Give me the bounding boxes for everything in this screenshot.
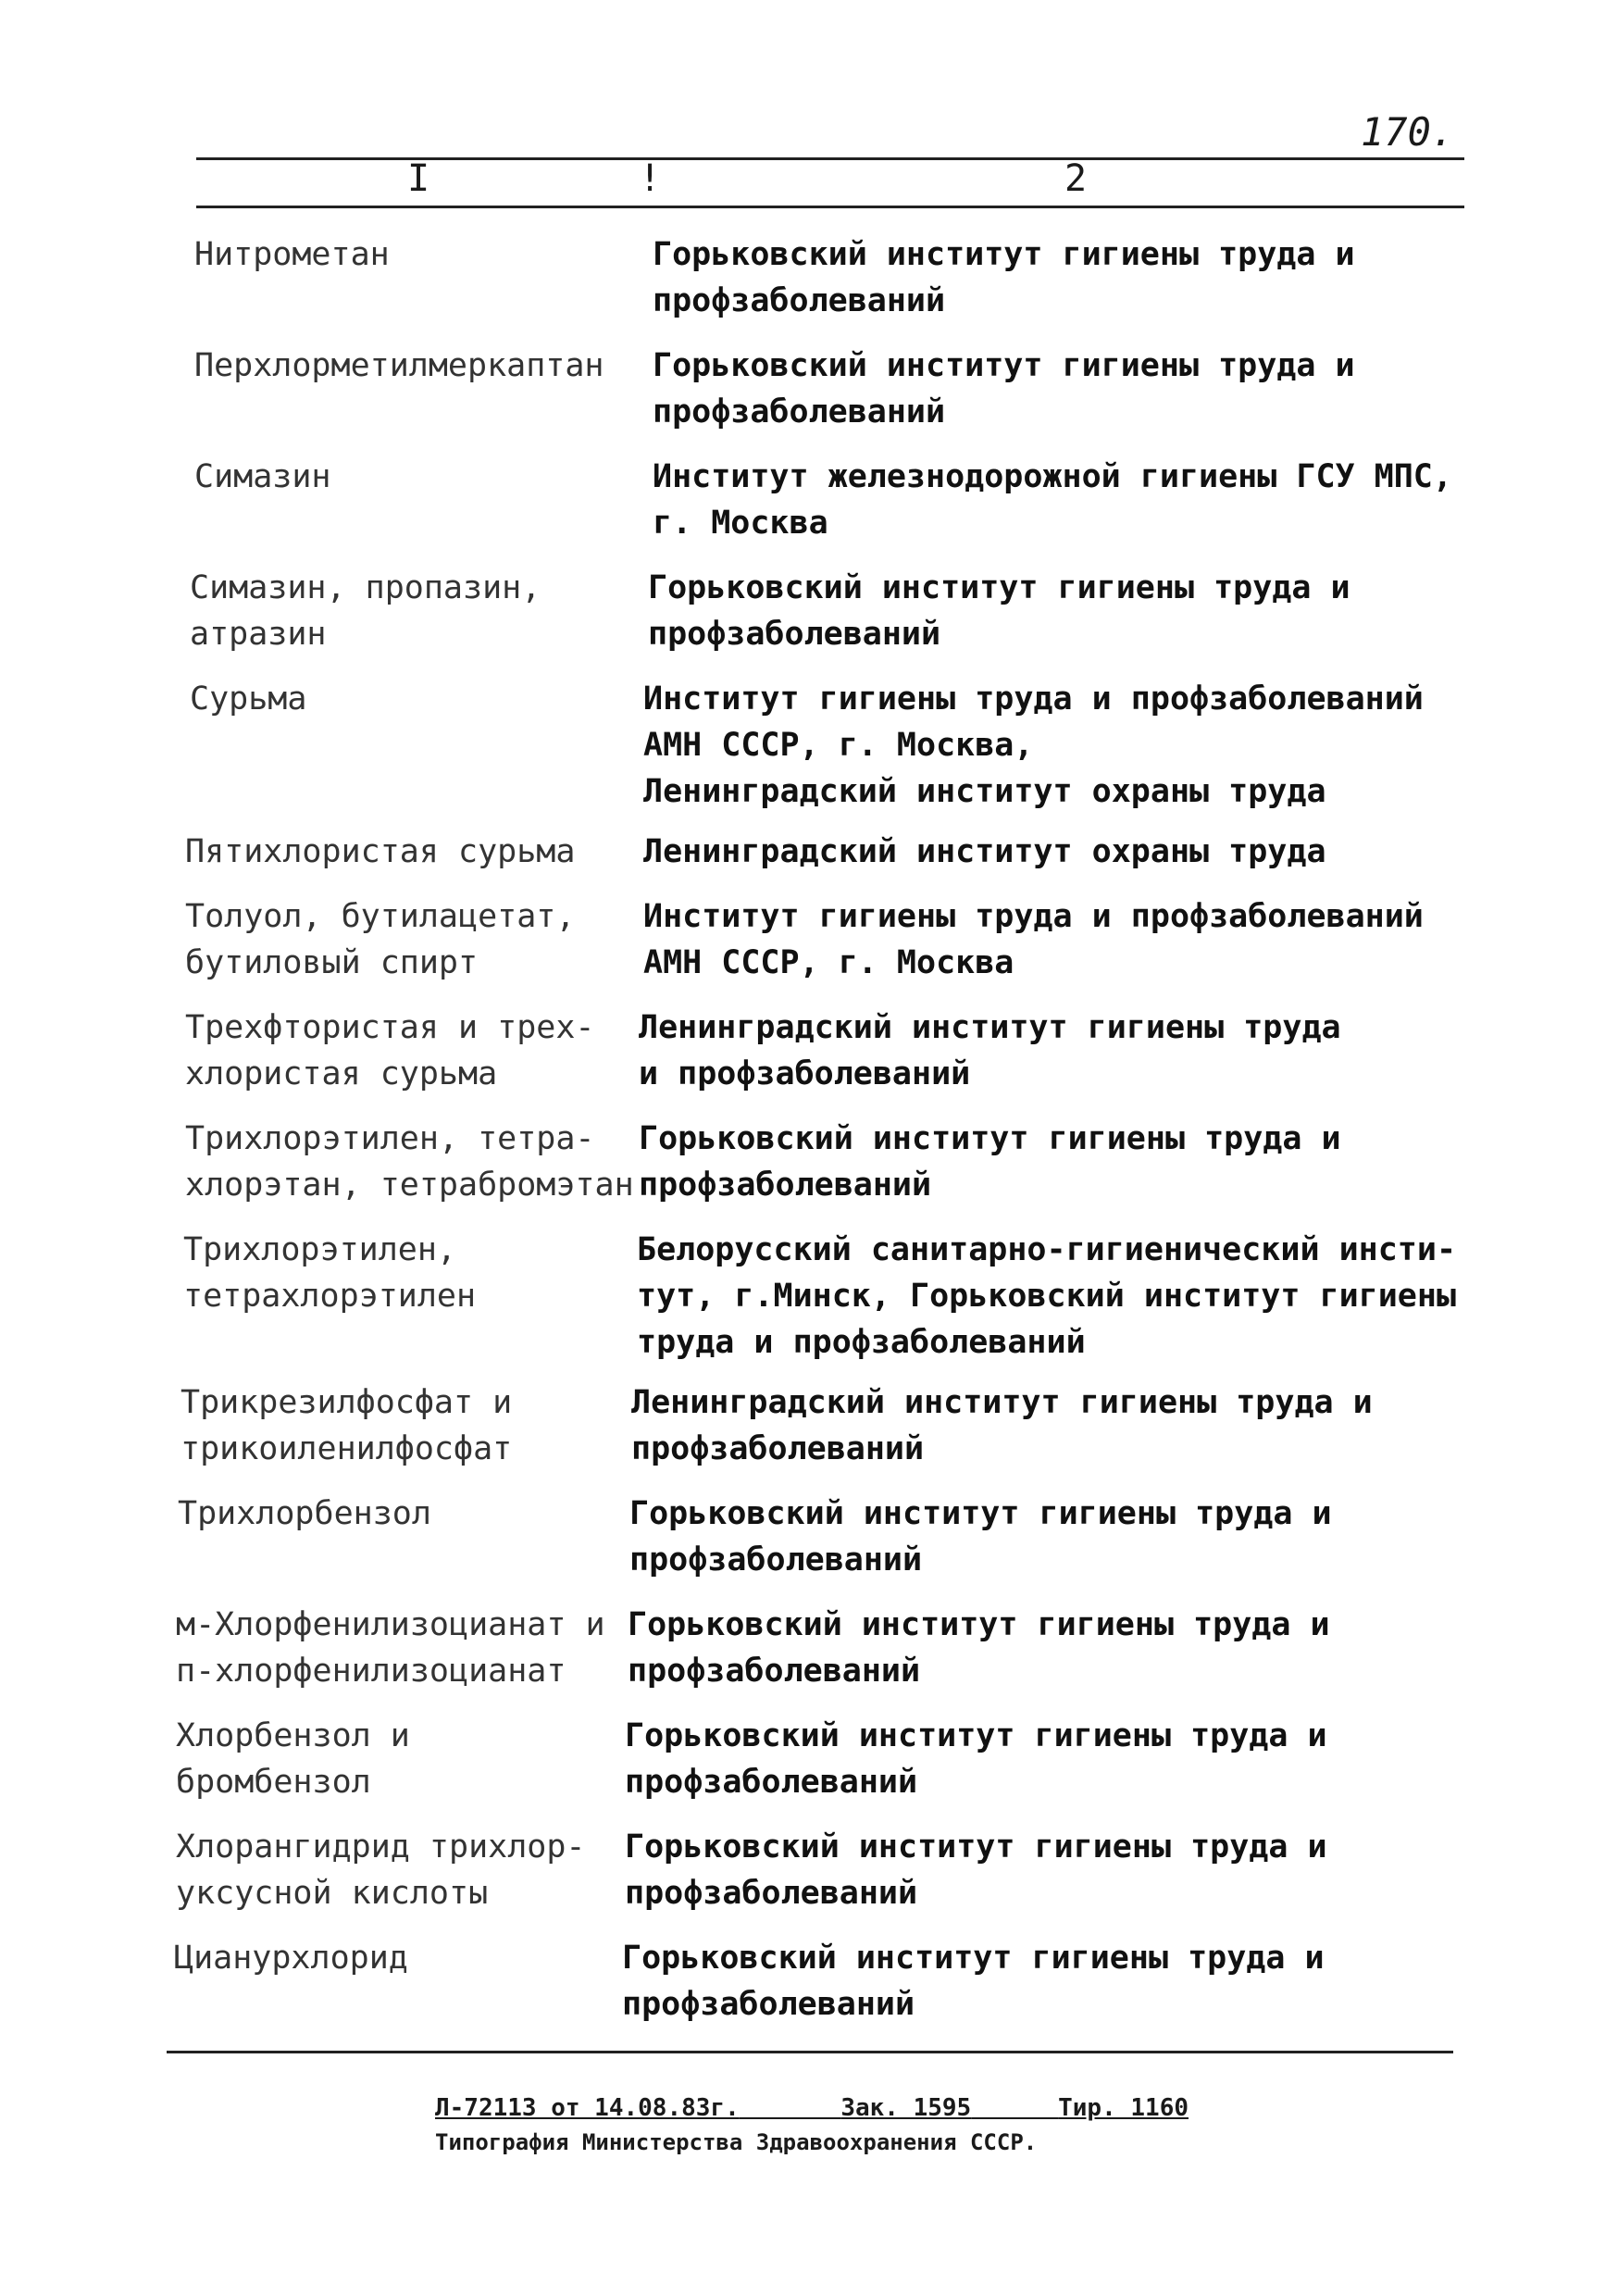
substance-line: Нитрометан (194, 236, 390, 273)
institute-cell (643, 829, 1326, 875)
institute-cell (643, 676, 1424, 815)
institute-line: АМН СССР, г. Москва, (643, 727, 1034, 764)
substance-line: Перхлорметилмеркаптан (194, 347, 604, 384)
institute-cell (637, 1227, 1456, 1366)
substance-line: м-Хлорфенилизоцианат и (176, 1606, 605, 1643)
institute-line: Институт железнодорожной гигиены ГСУ МПС, (653, 458, 1452, 495)
bottom-rule (167, 2051, 1453, 2053)
institute-cell (653, 343, 1355, 435)
order-zak: Зак. 1595 (840, 2094, 972, 2122)
substance-cell (185, 829, 575, 875)
top-rule (196, 157, 1464, 160)
institute-cell (648, 565, 1350, 657)
column-header-2: 2 (1064, 157, 1088, 200)
substance-cell (176, 1713, 410, 1805)
substance-line: Трихлорбензол (178, 1495, 431, 1532)
substance-line: Хлорангидрид трихлор- (176, 1828, 586, 1866)
column-header-1: I (407, 157, 430, 200)
substance-line: Хлорбензол и (176, 1717, 410, 1754)
institute-line: профзаболеваний (629, 1541, 923, 1578)
institute-line: Ленинградский институт охраны труда (643, 833, 1326, 870)
institute-line: Институт гигиены труда и профзаболеваний (643, 898, 1424, 935)
institute-line: Ленинградский институт гигиены труда (639, 1009, 1341, 1046)
institute-line: г. Москва (653, 505, 828, 542)
institute-cell (625, 1824, 1327, 1916)
institute-cell (639, 1116, 1341, 1208)
institute-line: Горьковский институт гигиены труда и (639, 1120, 1341, 1157)
substance-cell (176, 1824, 586, 1916)
substance-line: Цианурхлорид (174, 1940, 408, 1977)
institute-cell (653, 454, 1452, 546)
institute-line: Институт гигиены труда и профзаболеваний (643, 680, 1424, 718)
substance-line: Трихлорэтилен, тетра- (185, 1120, 595, 1157)
substance-line: Симазин (194, 458, 331, 495)
substance-line: трикоиленилфосфат (180, 1430, 513, 1467)
page-number: 170. (1361, 109, 1455, 155)
institute-line: Горьковский институт гигиены труда и (625, 1828, 1327, 1866)
institute-line: Горьковский институт гигиены труда и (653, 236, 1355, 273)
substance-line: атразин (190, 616, 327, 653)
substance-cell (185, 1004, 595, 1097)
institute-line: Горьковский институт гигиены труда и (648, 569, 1350, 606)
institute-line: профзаболеваний (625, 1875, 918, 1912)
substance-cell (185, 1116, 634, 1208)
substance-cell (174, 1935, 408, 1981)
substance-line: п-хлорфенилизоцианат (176, 1653, 566, 1690)
substance-cell (194, 454, 331, 500)
substance-line: Трикрезилфосфат и (180, 1384, 513, 1421)
substance-line: бромбензол (176, 1764, 371, 1801)
substance-cell (180, 1379, 512, 1472)
institute-line: профзаболеваний (628, 1653, 921, 1690)
substance-line: тетрахлорэтилен (183, 1278, 477, 1315)
institute-line: Белорусский санитарно-гигиенический инсти- (637, 1231, 1457, 1268)
substance-line: хлористая сурьма (185, 1055, 498, 1092)
institute-line: профзаболеваний (648, 616, 941, 653)
institute-line: Ленинградский институт охраны труда (643, 773, 1326, 810)
substance-line: Пятихлористая сурьма (185, 833, 576, 870)
institute-line: тут, г.Минск, Горьковский институт гигиены (637, 1278, 1457, 1315)
institute-line: Горьковский институт гигиены труда и (625, 1717, 1327, 1754)
substance-line: уксусной кислоты (176, 1875, 489, 1912)
institute-line: АМН СССР, г. Москва (643, 944, 1014, 981)
substance-line: хлорэтан, тетрабромэтан (185, 1167, 634, 1204)
order-number: Л-72113 от 14.08.83г. (435, 2094, 740, 2122)
institute-line: профзаболеваний (631, 1430, 925, 1467)
column-header-divider: ! (639, 157, 662, 200)
substance-cell (176, 1602, 605, 1694)
substance-cell (194, 231, 390, 278)
institute-line: профзаболеваний (639, 1167, 932, 1204)
institute-line: профзаболеваний (625, 1764, 918, 1801)
substance-cell (190, 565, 541, 657)
institute-cell (622, 1935, 1325, 2028)
institute-cell (628, 1602, 1330, 1694)
substance-cell (190, 676, 306, 722)
substance-cell (178, 1491, 431, 1537)
institute-line: профзаболеваний (653, 393, 946, 430)
institute-cell (653, 231, 1355, 324)
substance-cell (183, 1227, 476, 1319)
substance-line: Толуол, бутилацетат, (185, 898, 576, 935)
substance-line: Трехфтористая и трех- (185, 1009, 595, 1046)
substance-cell (185, 893, 575, 986)
institute-line: профзаболеваний (622, 1986, 915, 2023)
institute-cell (629, 1491, 1332, 1583)
institute-line: Горьковский институт гигиены труда и (653, 347, 1355, 384)
substance-line: Трихлорэтилен, (183, 1231, 457, 1268)
institute-line: труда и профзаболеваний (637, 1324, 1086, 1361)
substance-line: бутиловый спирт (185, 944, 479, 981)
header-rule (196, 206, 1464, 208)
institute-line: Горьковский институт гигиены труда и (622, 1940, 1325, 1977)
substance-cell (194, 343, 604, 389)
institute-cell (631, 1379, 1373, 1472)
substance-line: Симазин, пропазин, (190, 569, 541, 606)
printer-name: Типография Министерства Здравоохранения СССР. (435, 2129, 1038, 2155)
print-order-line (435, 2094, 1189, 2122)
institute-cell (643, 893, 1424, 986)
institute-cell (639, 1004, 1341, 1097)
order-tir: Тир. 1160 (1058, 2094, 1189, 2122)
institute-cell (625, 1713, 1327, 1805)
institute-line: Ленинградский институт гигиены труда и (631, 1384, 1373, 1421)
institute-line: профзаболеваний (653, 282, 946, 319)
institute-line: Горьковский институт гигиены труда и (628, 1606, 1330, 1643)
institute-line: и профзаболеваний (639, 1055, 971, 1092)
institute-line: Горьковский институт гигиены труда и (629, 1495, 1332, 1532)
substance-line: Сурьма (190, 680, 307, 718)
